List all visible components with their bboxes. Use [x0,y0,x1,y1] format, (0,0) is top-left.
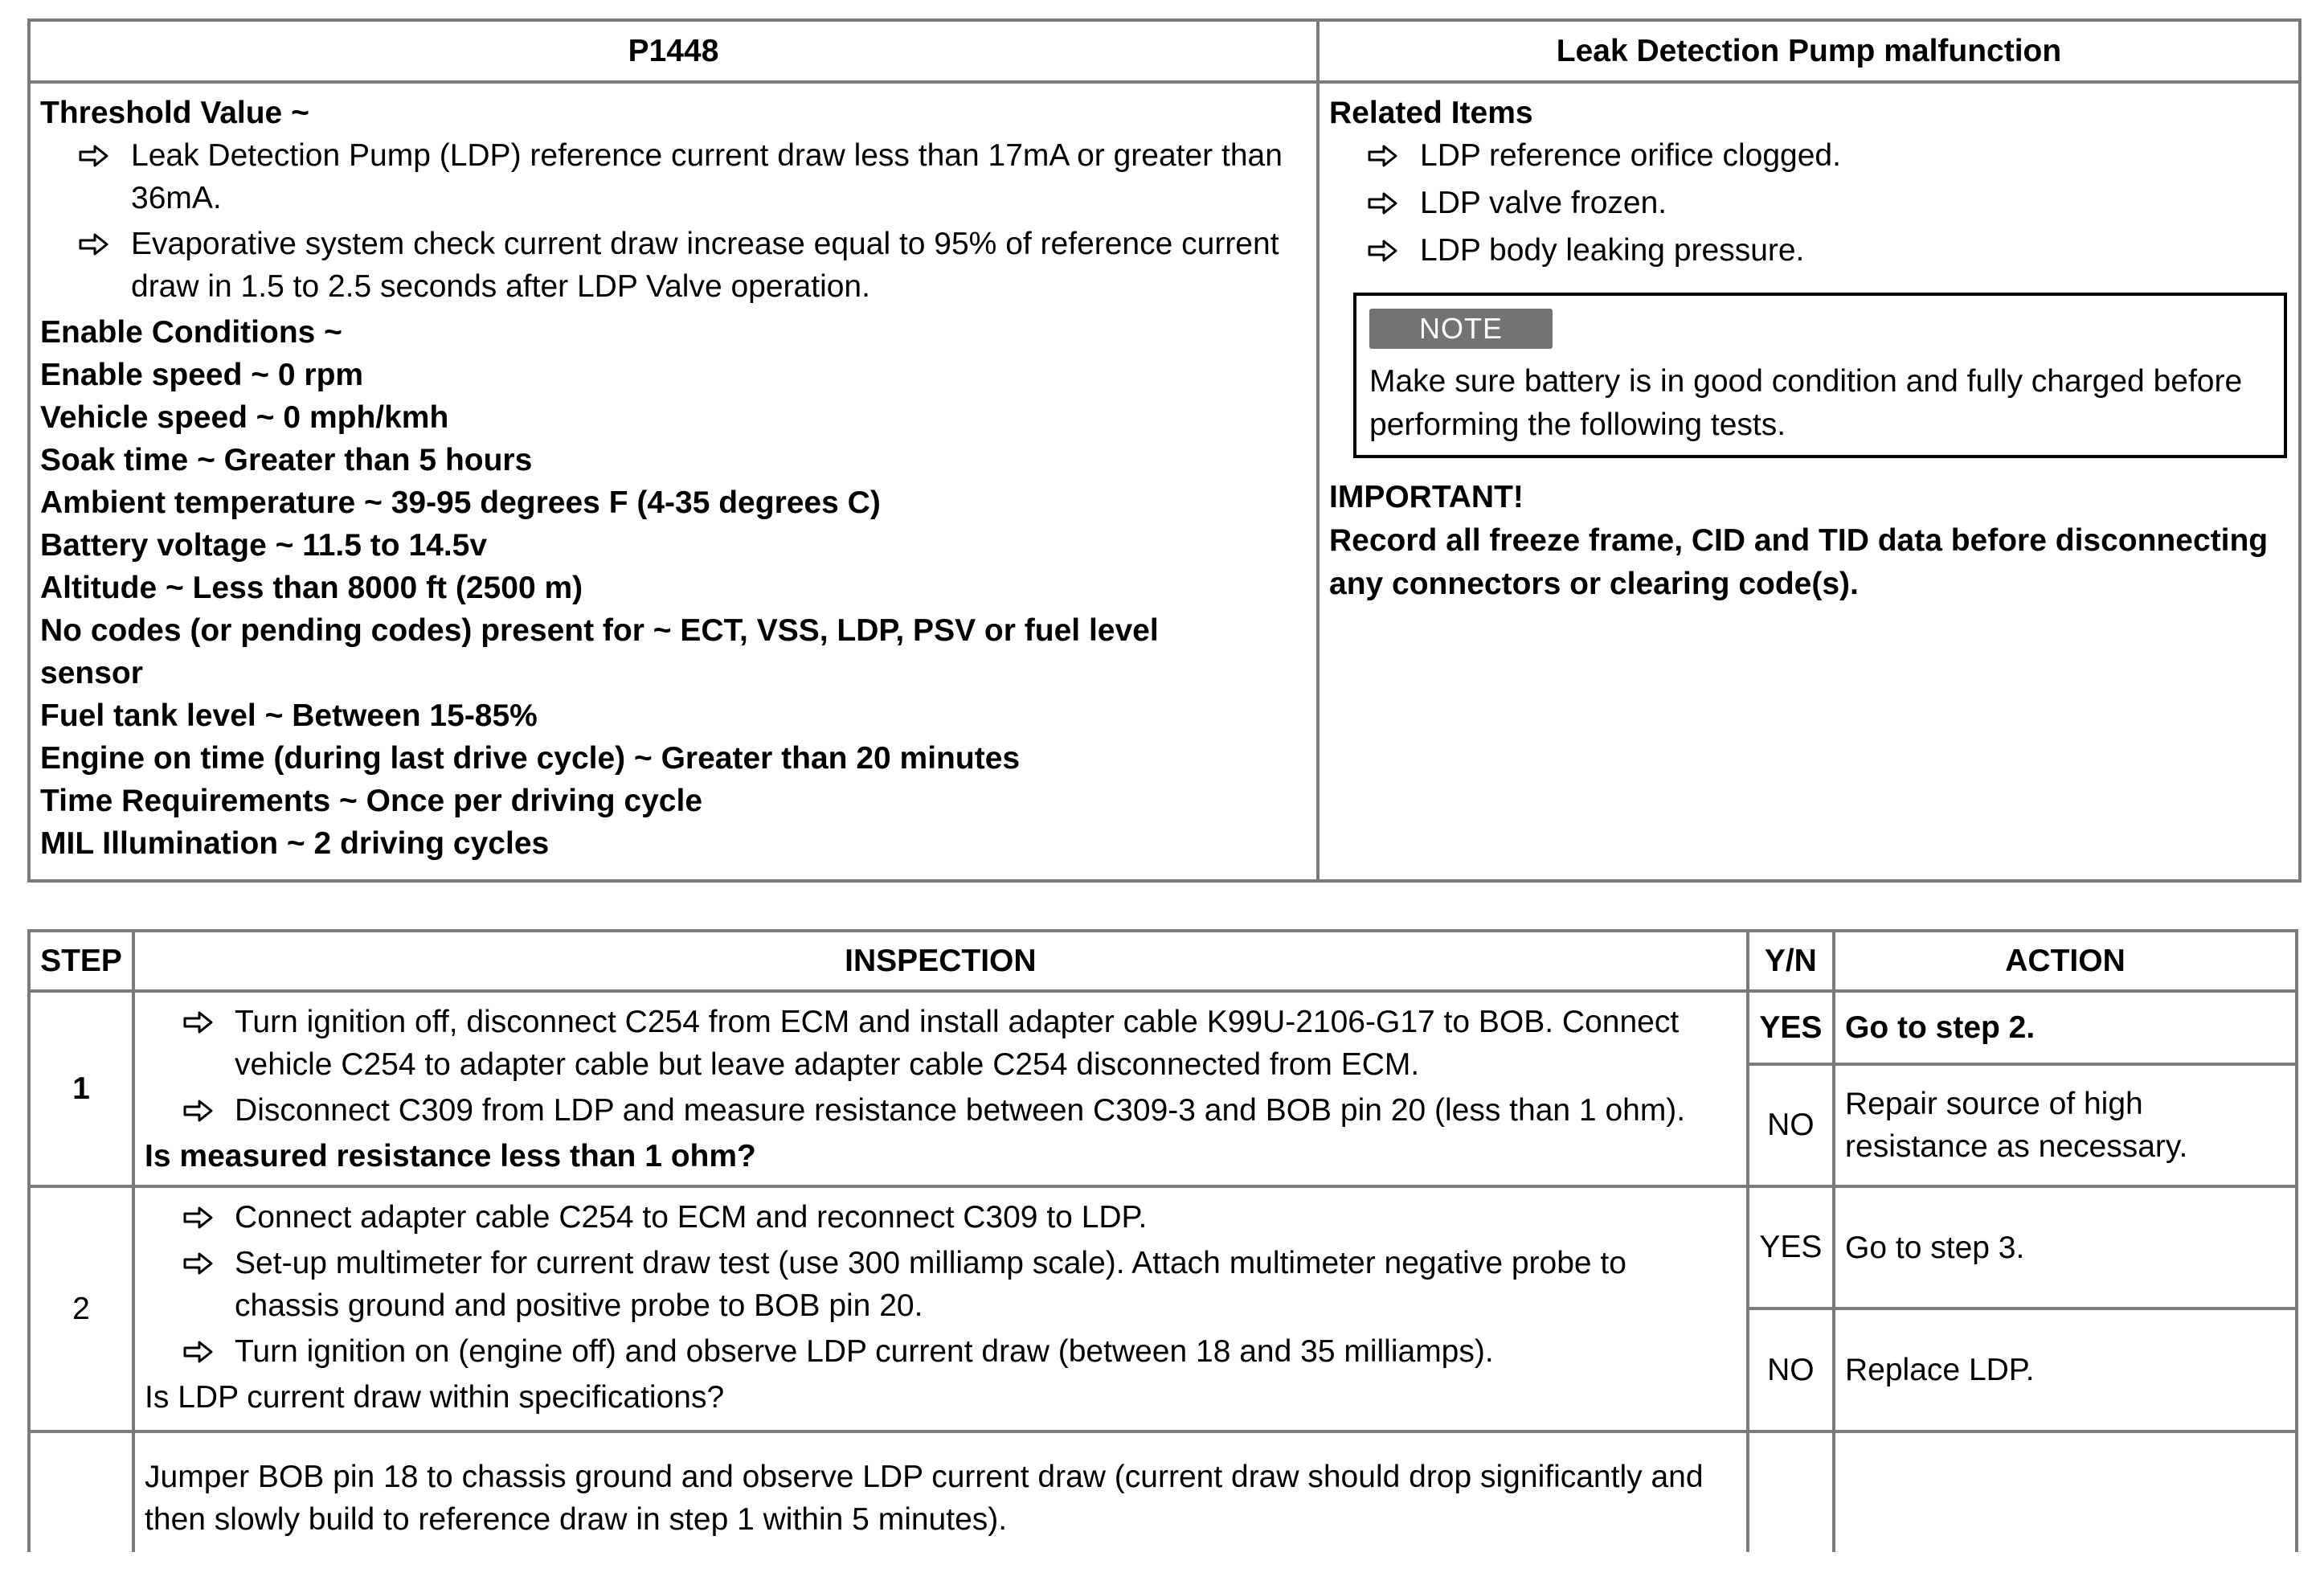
header-inspection: INSPECTION [133,931,1748,991]
condition-line: MIL Illumination ~ 2 driving cycles [40,826,550,861]
arrow-right-icon [79,134,119,177]
condition-line: Battery voltage ~ 11.5 to 14.5v [40,528,488,563]
condition-line: No codes (or pending codes) present for ~ ECT, VSS, LDP, PSV or fuel level sensor [40,613,1159,690]
inspection-bullet: Connect adapter cable C254 to ECM and reconnect C309 to LDP. [145,1196,1737,1239]
step-number: 1 [29,991,133,1186]
conditions-cell [29,82,1318,881]
threshold-heading: Threshold Value ~ [40,96,309,130]
condition-line: Enable speed ~ 0 rpm [40,358,364,392]
note-box [1353,293,2287,458]
threshold-bullet: Evaporative system check current draw increase equal to 95% of reference current draw in 1.5 to 2.5 seconds after LDP Valve operation. [40,223,1307,308]
no-action: Replace LDP. [1834,1309,2297,1431]
header-step: STEP [29,931,133,991]
yes-label: YES [1748,991,1834,1064]
condition-line: Vehicle speed ~ 0 mph/kmh [40,400,449,435]
important-heading: IMPORTANT! [1329,480,1524,514]
step-number [29,1431,133,1552]
header-yn: Y/N [1748,931,1834,991]
inspection-bullet: Disconnect C309 from LDP and measure resistance between C309-3 and BOB pin 20 (less than 1 ohm). [145,1089,1737,1132]
step-inspection [133,1186,1748,1431]
inspection-question: Is measured resistance less than 1 ohm? [145,1139,756,1173]
important-text: Record all freeze frame, CID and TID data before disconnecting any connectors or clearing code(s). [1329,523,2269,601]
related-items-heading: Related Items [1329,96,1533,130]
condition-line: Time Requirements ~ Once per driving cycle [40,784,703,818]
related-item: LDP reference orifice clogged. [1329,134,2289,177]
yes-action: Go to step 3. [1834,1186,2297,1309]
condition-line: Engine on time (during last drive cycle) ~ Greater than 20 minutes [40,741,1021,776]
arrow-right-icon [183,1001,223,1043]
step-number: 2 [29,1186,133,1431]
diagnostic-steps-table [27,929,2298,1552]
inspection-bullet: Set-up multimeter for current draw test (use 300 milliamp scale). Attach multimeter negative probe to chassis ground and positive probe to BOB pin 20. [145,1242,1737,1327]
dtc-info-table [27,18,2301,883]
yes-action: Go to step 2. [1834,991,2297,1064]
note-label: NOTE [1369,309,1553,349]
enable-conditions-heading: Enable Conditions ~ [40,315,342,350]
note-text: Make sure battery is in good condition and fully charged before performing the following tests. [1369,364,2243,442]
condition-line: Soak time ~ Greater than 5 hours [40,443,533,477]
arrow-right-icon [183,1196,223,1239]
arrow-right-icon [79,223,119,265]
arrow-right-icon [183,1330,223,1373]
dtc-code: P1448 [29,20,1318,82]
threshold-bullet: Leak Detection Pump (LDP) reference current draw less than 17mA or greater than 36mA. [40,134,1307,219]
condition-line: Fuel tank level ~ Between 15-85% [40,698,538,733]
no-label: NO [1748,1064,1834,1186]
condition-line: Altitude ~ Less than 8000 ft (2500 m) [40,571,583,605]
arrow-right-icon [1368,229,1408,272]
header-action: ACTION [1834,931,2297,991]
related-item: LDP body leaking pressure. [1329,229,2289,272]
yn-cell [1748,1431,1834,1552]
step-inspection [133,1431,1748,1552]
inspection-bullet: Turn ignition on (engine off) and observe LDP current draw (between 18 and 35 milliamps). [145,1330,1737,1373]
inspection-question: Is LDP current draw within specifications? [145,1380,725,1415]
arrow-right-icon [183,1089,223,1132]
no-label: NO [1748,1309,1834,1431]
arrow-right-icon [1368,134,1408,177]
no-action: Repair source of high resistance as necessary. [1834,1064,2297,1186]
condition-line: Ambient temperature ~ 39-95 degrees F (4-35 degrees C) [40,485,881,520]
arrow-right-icon [1368,182,1408,224]
action-cell [1834,1431,2297,1552]
inspection-bullet: Turn ignition off, disconnect C254 from ECM and install adapter cable K99U-2106-G17 to BOB. Connect vehicle C254 to adapter cable but leave adapter cable C254 disconnected from ECM. [145,1001,1737,1086]
yes-label: YES [1748,1186,1834,1309]
related-item: LDP valve frozen. [1329,182,2289,224]
step-inspection [133,991,1748,1186]
dtc-title: Leak Detection Pump malfunction [1318,20,2300,82]
arrow-right-icon [183,1242,223,1284]
inspection-text: Jumper BOB pin 18 to chassis ground and observe LDP current draw (current draw should drop significantly and then slowly build to reference draw in step 1 within 5 minutes). [145,1460,1704,1537]
related-items-cell [1318,82,2300,881]
